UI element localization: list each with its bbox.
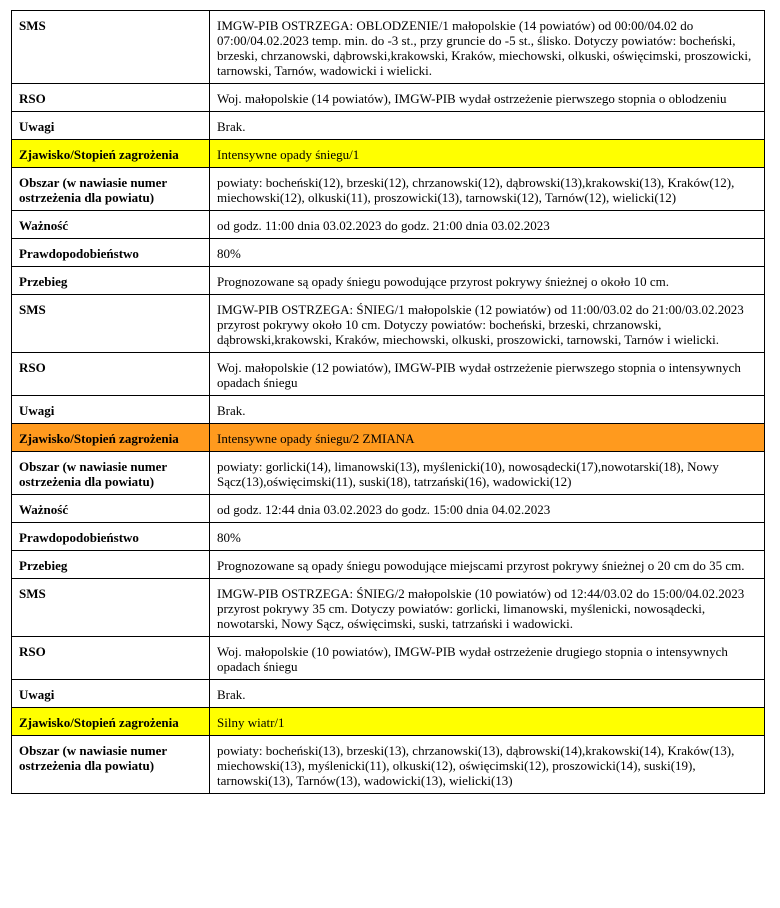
row-value: Woj. małopolskie (12 powiatów), IMGW-PIB wydał ostrzeżenie pierwszego stopnia o intensywnych opadach śniegu [210,353,765,396]
table-row [12,523,765,551]
table-row [12,637,765,680]
row-label: Prawdopodobieństwo [12,239,210,267]
row-label: Przebieg [12,551,210,579]
row-value: Woj. małopolskie (10 powiatów), IMGW-PIB wydał ostrzeżenie drugiego stopnia o intensywnych opadach śniegu [210,637,765,680]
table-row [12,424,765,452]
row-value: Prognozowane są opady śniegu powodujące przyrost pokrywy śnieżnej o około 10 cm. [210,267,765,295]
row-label: Zjawisko/Stopień zagrożenia [12,140,210,168]
table-row [12,708,765,736]
row-value: Intensywne opady śniegu/2 ZMIANA [210,424,765,452]
row-label: Obszar (w nawiasie numer ostrzeżenia dla powiatu) [12,736,210,794]
table-row [12,211,765,239]
row-value: IMGW-PIB OSTRZEGA: ŚNIEG/1 małopolskie (12 powiatów) od 11:00/03.02 do 21:00/03.02.2023 przyrost pokrywy około 10 cm. Dotyczy powiatów: bocheński, brzeski, chrzanowski, dąbrowski,krakowski, Kraków, miechowski, olkuski, proszowicki, tarnowski, Tarnów i wielicki. [210,295,765,353]
row-label: Zjawisko/Stopień zagrożenia [12,424,210,452]
row-value: powiaty: gorlicki(14), limanowski(13), myślenicki(10), nowosądecki(17),nowotarski(18), Nowy Sącz(13),oświęcimski(11), suski(18), tatrzański(16), wadowicki(12) [210,452,765,495]
table-row [12,168,765,211]
table-row [12,396,765,424]
table-row [12,452,765,495]
row-label: Uwagi [12,680,210,708]
warnings-table [11,10,765,794]
table-row [12,140,765,168]
row-value: 80% [210,239,765,267]
row-label: SMS [12,579,210,637]
row-label: RSO [12,637,210,680]
row-value: Woj. małopolskie (14 powiatów), IMGW-PIB wydał ostrzeżenie pierwszego stopnia o oblodzeniu [210,84,765,112]
row-value: Silny wiatr/1 [210,708,765,736]
row-label: Zjawisko/Stopień zagrożenia [12,708,210,736]
row-value: Brak. [210,396,765,424]
table-row [12,112,765,140]
row-value: powiaty: bocheński(12), brzeski(12), chrzanowski(12), dąbrowski(13),krakowski(13), Kraków(12), miechowski(12), olkuski(11), proszowicki(13), tarnowski(12), Tarnów(12), wielicki(12) [210,168,765,211]
row-value: od godz. 11:00 dnia 03.02.2023 do godz. 21:00 dnia 03.02.2023 [210,211,765,239]
row-label: SMS [12,295,210,353]
row-value: IMGW-PIB OSTRZEGA: OBLODZENIE/1 małopolskie (14 powiatów) od 00:00/04.02 do 07:00/04.02.2023 temp. min. do -3 st., przy gruncie do -5 st., ślisko. Dotyczy powiatów: bocheński, brzeski, chrzanowski, dąbrowski,krakowski, Kraków, miechowski, olkuski, oświęcimski, proszowicki, tarnowski, Tarnów, wadowicki i wielicki. [210,11,765,84]
table-row [12,680,765,708]
table-row [12,267,765,295]
table-row [12,736,765,794]
row-value: Brak. [210,112,765,140]
row-value: Prognozowane są opady śniegu powodujące miejscami przyrost pokrywy śnieżnej o 20 cm do 35 cm. [210,551,765,579]
table-row [12,551,765,579]
row-value: powiaty: bocheński(13), brzeski(13), chrzanowski(13), dąbrowski(14),krakowski(14), Kraków(13), miechowski(13), myślenicki(11), olkuski(12), oświęcimski(12), proszowicki(14), suski(19), tarnowski(13), Tarnów(13), wadowicki(13), wielicki(13) [210,736,765,794]
row-label: Uwagi [12,112,210,140]
table-row [12,579,765,637]
row-label: Obszar (w nawiasie numer ostrzeżenia dla powiatu) [12,452,210,495]
row-value: Intensywne opady śniegu/1 [210,140,765,168]
row-value: Brak. [210,680,765,708]
warnings-document [11,10,765,794]
row-value: 80% [210,523,765,551]
table-row [12,295,765,353]
row-label: SMS [12,11,210,84]
table-row [12,353,765,396]
table-row [12,11,765,84]
row-value: od godz. 12:44 dnia 03.02.2023 do godz. 15:00 dnia 04.02.2023 [210,495,765,523]
row-label: RSO [12,84,210,112]
table-row [12,495,765,523]
row-label: Uwagi [12,396,210,424]
row-label: Ważność [12,495,210,523]
table-row [12,84,765,112]
row-label: Obszar (w nawiasie numer ostrzeżenia dla powiatu) [12,168,210,211]
row-label: RSO [12,353,210,396]
row-label: Ważność [12,211,210,239]
row-label: Przebieg [12,267,210,295]
table-row [12,239,765,267]
row-label: Prawdopodobieństwo [12,523,210,551]
row-value: IMGW-PIB OSTRZEGA: ŚNIEG/2 małopolskie (10 powiatów) od 12:44/03.02 do 15:00/04.02.2023 przyrost pokrywy 35 cm. Dotyczy powiatów: gorlicki, limanowski, myślenicki, nowosądecki, nowotarski, Nowy Sącz, oświęcimski, suski, tatrzański i wadowicki. [210,579,765,637]
warnings-table-body [12,11,765,794]
